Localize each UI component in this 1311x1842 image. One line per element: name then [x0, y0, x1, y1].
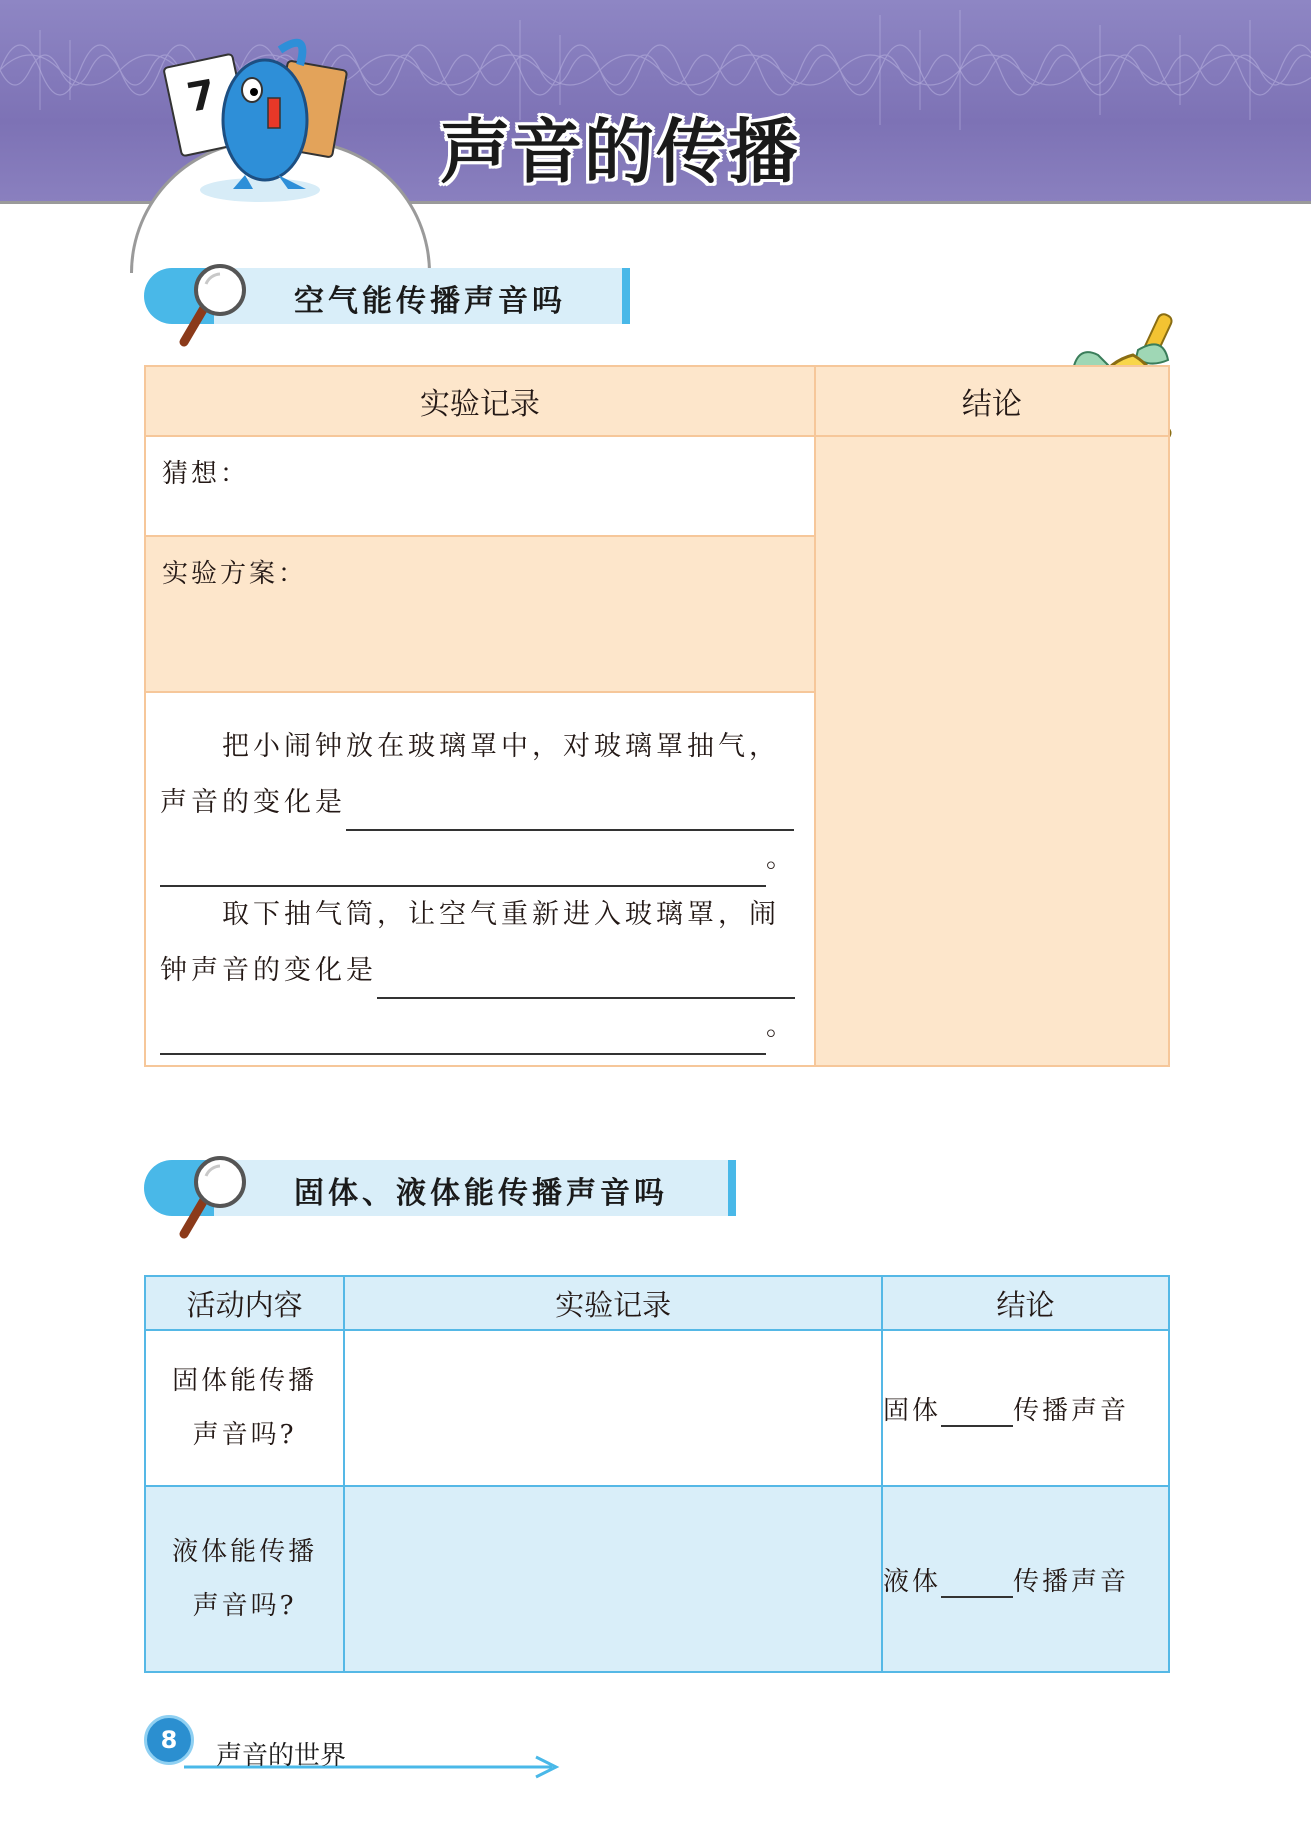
conclusion-blank[interactable]: [941, 1425, 1013, 1427]
para2-line2: [160, 943, 800, 999]
section-2-title: 固体、液体能传播声音吗: [294, 1176, 668, 1211]
conclusion-subject: 固体: [882, 1395, 941, 1426]
air-experiment-table: [144, 365, 1170, 1067]
solid-liquid-table: [144, 1275, 1170, 1673]
question-cell: [145, 1330, 344, 1486]
section-1-bar-cap: [622, 268, 630, 324]
para1-period: 。: [766, 843, 797, 874]
para2-line3: [160, 999, 800, 1055]
lesson-number: 7: [183, 71, 220, 122]
col-header-record: 实验记录: [145, 366, 815, 436]
section-2-heading: [144, 1160, 736, 1222]
conclusion-subject: 液体: [882, 1566, 941, 1597]
section-1-title: 空气能传播声音吗: [294, 284, 566, 319]
record-cell[interactable]: [344, 1330, 882, 1486]
plan-cell[interactable]: [145, 536, 815, 692]
para2-prompt: 钟声音的变化是: [160, 955, 377, 986]
col-header-activity: 活动内容: [145, 1276, 344, 1330]
question-line1: 液体能传播: [172, 1537, 318, 1567]
para2-answer-blank-2[interactable]: [160, 1053, 766, 1055]
page-footer: [144, 1715, 424, 1775]
record-cell[interactable]: [344, 1486, 882, 1672]
guess-cell[interactable]: [145, 436, 815, 536]
page-number: 8: [144, 1715, 194, 1765]
para1-line2: [160, 775, 800, 831]
para2-line1: 取下抽气筒，让空气重新进入玻璃罩，闹: [222, 899, 780, 930]
observation-text: [146, 693, 814, 1055]
para1-line1: 把小闹钟放在玻璃罩中，对玻璃罩抽气，: [222, 731, 780, 762]
table-row: [145, 1330, 1169, 1486]
conclusion-predicate: 传播声音: [1012, 1395, 1129, 1426]
col-header-record: 实验记录: [344, 1276, 882, 1330]
section-2-bar-cap: [728, 1160, 736, 1216]
para1-prompt: 声音的变化是: [160, 787, 346, 818]
question-line1: 固体能传播: [172, 1366, 318, 1396]
section-1-heading: [144, 268, 630, 330]
mascot-illustration: [160, 20, 360, 210]
question-line2: 声音吗?: [192, 1591, 297, 1621]
para1-line3: [160, 831, 800, 887]
conclusion-cell[interactable]: [815, 436, 1169, 1066]
para2-period: 。: [766, 1011, 797, 1042]
conclusion-cell: [882, 1486, 1169, 1672]
page-title: 声音的传播: [440, 111, 800, 193]
observation-cell: [145, 692, 815, 1066]
question-line2: 声音吗?: [192, 1420, 297, 1450]
magnifier-icon: [172, 1152, 262, 1242]
magnifier-icon: [172, 260, 262, 350]
plan-label: 实验方案：: [162, 559, 308, 589]
col-header-conclusion: 结论: [815, 366, 1169, 436]
conclusion-predicate: 传播声音: [1012, 1566, 1129, 1597]
guess-label: 猜想：: [162, 459, 250, 489]
col-header-conclusion: 结论: [882, 1276, 1169, 1330]
table-row: [145, 1486, 1169, 1672]
unit-title: 声音的世界: [216, 1741, 347, 1771]
conclusion-blank[interactable]: [941, 1596, 1013, 1598]
question-cell: [145, 1486, 344, 1672]
conclusion-cell: [882, 1330, 1169, 1486]
